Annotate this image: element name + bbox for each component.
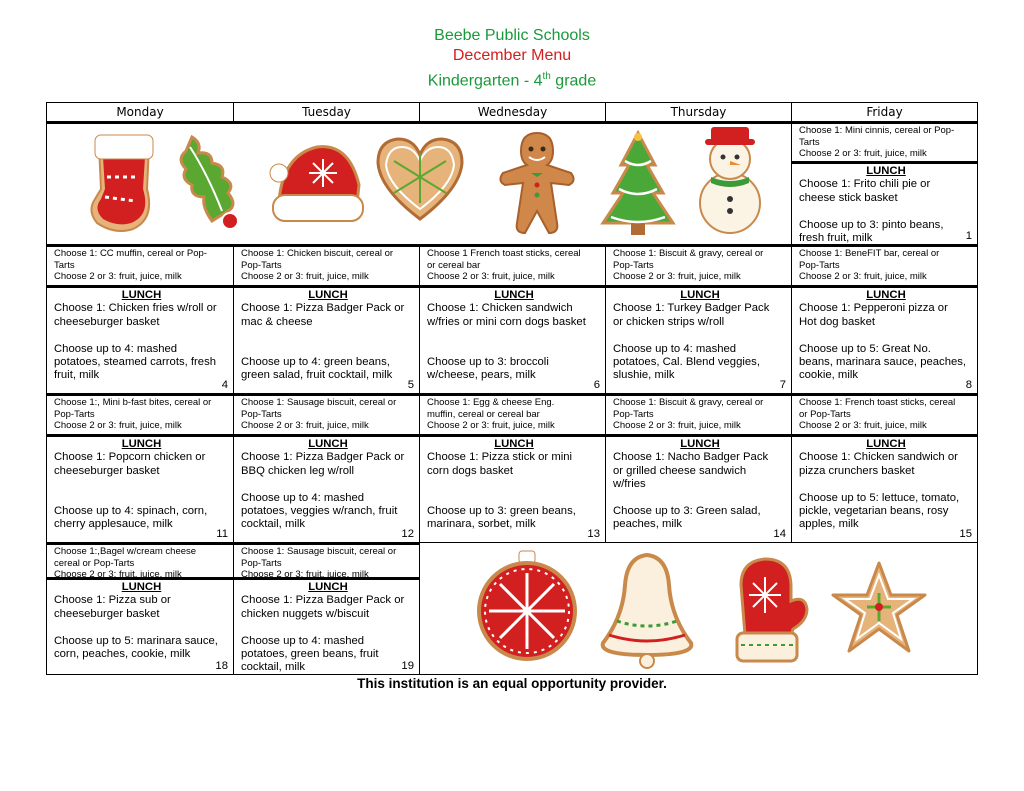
footer-note: This institution is an equal opportunity provider. xyxy=(357,676,667,691)
lunch-heading: LUNCH xyxy=(866,289,906,301)
santa-hat-cookie-icon xyxy=(269,133,365,228)
breakfast-line: Pop-Tarts xyxy=(241,259,282,271)
lunch-heading: LUNCH xyxy=(308,438,348,450)
breakfast-line: Pop-Tarts xyxy=(241,408,282,420)
lunch-line: corn, peaches, cookie, milk xyxy=(54,648,191,661)
heart-cookie-icon xyxy=(374,133,466,223)
lunch-line: or grilled cheese sandwich xyxy=(613,464,747,477)
lunch-line: Choose up to 5: marinara sauce, xyxy=(54,634,218,647)
lunch-line: or chicken strips w/roll xyxy=(613,315,725,328)
breakfast-line: Choose 2 or 3: fruit, juice, milk xyxy=(799,271,927,282)
lunch-line: Choose up to 4: spinach, corn, xyxy=(54,505,208,517)
breakfast-line: Choose 1: Biscuit & gravy, cereal or xyxy=(613,248,764,259)
breakfast-line: Choose 2 or 3: fruit, juice, milk xyxy=(54,569,182,580)
lunch-spacer xyxy=(799,478,973,491)
breakfast-line: or Pop-Tarts xyxy=(799,408,851,420)
lunch-cell xyxy=(233,434,419,542)
lunch-heading: LUNCH xyxy=(121,289,162,301)
lunch-line: cheeseburger basket xyxy=(54,315,160,328)
lunch-spacer xyxy=(54,478,229,491)
date-number: 4 xyxy=(221,379,228,391)
lunch-line: Choose up to 4: mashed xyxy=(54,342,178,355)
lunch-line: Choose 1: Chicken sandwich xyxy=(427,302,573,315)
lunch-line: Choose up to 3: pinto beans, xyxy=(799,218,944,231)
lunch-spacer xyxy=(427,329,601,342)
stocking-cookie-icon xyxy=(85,127,165,237)
day-header-wednesday: Wednesday xyxy=(419,103,605,121)
breakfast-line: Choose 1: Biscuit & gravy, cereal or xyxy=(613,397,764,408)
lunch-line: cheese stick basket xyxy=(799,191,898,204)
lunch-spacer xyxy=(241,621,415,634)
lunch-line: marinara, sorbet, milk xyxy=(427,518,536,531)
lunch-line: chicken nuggets w/biscuit xyxy=(241,607,370,620)
lunch-line: Choose 1: Frito chili pie or xyxy=(799,178,931,191)
lunch-line: Choose 1: Pizza Badger Pack or xyxy=(241,451,405,464)
christmas-tree-cookie-icon xyxy=(597,131,679,239)
menu-title: December Menu xyxy=(452,47,572,64)
breakfast-line: Choose 2 or 3: fruit, juice, milk xyxy=(799,148,927,159)
date-number: 14 xyxy=(773,528,786,540)
lunch-line: fresh fruit, milk xyxy=(799,232,873,245)
lunch-line: slushie, milk xyxy=(613,369,675,382)
star-cookie-icon xyxy=(827,559,931,659)
lunch-cell xyxy=(233,285,419,393)
lunch-line: Choose up to 4: mashed xyxy=(613,342,737,355)
date-number: 6 xyxy=(593,379,600,391)
breakfast-line: or cereal bar xyxy=(427,259,481,271)
lunch-line: potatoes, Cal. Blend veggies, xyxy=(613,356,760,369)
breakfast-line: Choose 1: French toast sticks, cereal xyxy=(799,397,956,408)
breakfast-line: Choose 1:, Mini b-fast bites, cereal or xyxy=(54,397,212,408)
breakfast-line: Choose 1 French toast sticks, cereal xyxy=(427,248,581,259)
breakfast-cell xyxy=(791,121,977,161)
date-number: 18 xyxy=(215,660,228,672)
holly-leaf-cookie-icon xyxy=(172,131,247,231)
lunch-heading: LUNCH xyxy=(680,438,720,450)
lunch-line: green salad, fruit cocktail, milk xyxy=(241,369,393,382)
day-header-friday: Friday xyxy=(791,103,977,121)
grade-title: Kindergarten - 4th grade xyxy=(427,71,597,90)
breakfast-line: Choose 2 or 3: fruit, juice, milk xyxy=(54,420,182,431)
breakfast-line: Choose 1:,Bagel w/cream cheese xyxy=(54,546,197,557)
breakfast-line: Choose 1: Egg & cheese Eng. xyxy=(427,397,555,408)
lunch-heading: LUNCH xyxy=(308,581,348,593)
breakfast-cell xyxy=(419,244,605,285)
lunch-spacer xyxy=(54,621,229,634)
breakfast-line: Choose 1: CC muffin, cereal or Pop- xyxy=(54,248,207,259)
breakfast-line: Pop-Tarts xyxy=(241,557,282,569)
breakfast-cell xyxy=(791,244,977,285)
breakfast-cell xyxy=(791,393,977,434)
lunch-cell xyxy=(419,434,605,542)
lunch-line: w/fries xyxy=(613,478,646,491)
lunch-line: Choose up to 3: broccoli xyxy=(427,356,549,368)
day-header-monday: Monday xyxy=(116,105,164,119)
lunch-spacer xyxy=(241,478,415,491)
lunch-line: Choose 1: Pizza sub or xyxy=(54,594,171,607)
breakfast-line: Choose 2 or 3: fruit, juice, milk xyxy=(613,271,741,282)
lunch-line: peaches, milk xyxy=(613,518,683,531)
date-number: 5 xyxy=(407,379,414,391)
breakfast-line: Choose 2 or 3: fruit, juice, milk xyxy=(427,420,555,431)
lunch-line: Choose 1: Pepperoni pizza or xyxy=(799,302,948,315)
gingerbread-man-cookie-icon xyxy=(497,129,577,239)
lunch-line: Choose 1: Chicken fries w/roll or xyxy=(54,302,217,315)
lunch-cell xyxy=(47,577,233,674)
date-number: 19 xyxy=(401,660,414,672)
date-number: 1 xyxy=(965,230,972,242)
date-number: 8 xyxy=(965,379,972,391)
breakfast-cell xyxy=(47,393,233,434)
breakfast-line: Choose 2 or 3: fruit, juice, milk xyxy=(799,420,927,431)
lunch-spacer xyxy=(613,329,787,342)
lunch-line: cookie, milk xyxy=(799,369,859,382)
lunch-spacer xyxy=(799,205,973,218)
lunch-line: Choose 1: Nacho Badger Pack xyxy=(613,451,769,464)
breakfast-line: Pop-Tarts xyxy=(54,408,95,420)
lunch-spacer xyxy=(427,343,601,356)
lunch-line: Choose up to 5: Great No. xyxy=(799,342,931,355)
breakfast-line: Pop-Tarts xyxy=(613,408,654,420)
breakfast-line: Pop-Tarts xyxy=(613,259,654,271)
lunch-line: apples, milk xyxy=(799,518,859,531)
breakfast-line: Choose 2 or 3: fruit, juice, milk xyxy=(613,420,741,431)
lunch-heading: LUNCH xyxy=(866,165,906,177)
lunch-line: BBQ chicken leg w/roll xyxy=(241,464,355,477)
breakfast-cell xyxy=(419,393,605,434)
lunch-heading: LUNCH xyxy=(121,438,162,450)
lunch-line: potatoes, green beans, fruit xyxy=(241,648,379,661)
lunch-spacer xyxy=(427,478,601,491)
bell-cookie-icon xyxy=(595,551,699,669)
lunch-line: Choose 1: Turkey Badger Pack xyxy=(613,302,770,315)
breakfast-cell xyxy=(233,393,419,434)
lunch-cell xyxy=(47,285,233,393)
lunch-line: Hot dog basket xyxy=(799,315,875,328)
lunch-line: beans, marinara sauce, peaches, xyxy=(799,356,967,369)
breakfast-line: muffin, cereal or cereal bar xyxy=(427,408,540,420)
date-number: 7 xyxy=(779,379,786,391)
lunch-line: Choose up to 3: Green salad, xyxy=(613,505,761,518)
lunch-spacer xyxy=(241,329,415,342)
breakfast-line: Choose 2 or 3: fruit, juice, milk xyxy=(241,271,369,282)
breakfast-line: Choose 1: Sausage biscuit, cereal or xyxy=(241,397,397,408)
lunch-cell xyxy=(419,285,605,393)
lunch-cell xyxy=(791,434,977,542)
lunch-line: Choose up to 4: mashed xyxy=(241,634,365,647)
breakfast-cell xyxy=(47,244,233,285)
breakfast-line: Choose 1: Sausage biscuit, cereal or xyxy=(241,546,397,557)
lunch-line: corn dogs basket xyxy=(427,464,514,477)
breakfast-cell xyxy=(233,244,419,285)
lunch-line: Choose up to 4: mashed xyxy=(241,491,365,504)
date-number: 13 xyxy=(587,528,600,540)
breakfast-line: Choose 2 or 3: fruit, juice, milk xyxy=(241,420,369,431)
lunch-line: cheeseburger basket xyxy=(54,607,160,620)
breakfast-line: Choose 2 or 3: fruit, juice, milk xyxy=(241,569,369,580)
lunch-spacer xyxy=(54,492,229,505)
lunch-line: Choose up to 3: green beans, xyxy=(427,505,576,517)
lunch-spacer xyxy=(427,492,601,505)
date-number: 11 xyxy=(216,528,228,540)
lunch-line: Choose 1: Pizza stick or mini xyxy=(427,451,573,464)
lunch-spacer xyxy=(54,329,229,342)
lunch-line: Choose 1: Chicken sandwich or xyxy=(799,451,958,464)
breakfast-line: Choose 1: BeneFIT bar, cereal or xyxy=(799,248,940,259)
lunch-heading: LUNCH xyxy=(308,289,348,301)
lunch-line: fruit, milk xyxy=(54,369,100,382)
breakfast-line: Tarts xyxy=(799,136,820,148)
day-header-tuesday: Tuesday xyxy=(233,103,419,121)
breakfast-line: Pop-Tarts xyxy=(799,259,840,271)
mitten-cookie-icon xyxy=(719,555,811,667)
breakfast-line: Choose 1: Chicken biscuit, cereal or xyxy=(241,248,394,259)
lunch-cell xyxy=(605,285,791,393)
school-title: Beebe Public Schools xyxy=(434,27,590,44)
breakfast-line: Choose 1: Mini cinnis, cereal or Pop- xyxy=(799,125,955,136)
lunch-line: Choose up to 5: lettuce, tomato, xyxy=(799,491,960,504)
lunch-line: w/cheese, pears, milk xyxy=(427,369,536,382)
lunch-line: cocktail, milk xyxy=(241,661,306,674)
lunch-line: Choose 1: Pizza Badger Pack or xyxy=(241,302,405,315)
lunch-line: pickle, vegetarian beans, rosy xyxy=(799,505,949,518)
breakfast-line: Choose 2 or 3: fruit, juice, milk xyxy=(54,271,182,282)
lunch-line: w/fries or mini corn dogs basket xyxy=(427,315,586,328)
lunch-spacer xyxy=(241,343,415,356)
breakfast-line: cereal or Pop-Tarts xyxy=(54,557,135,569)
breakfast-line: Tarts xyxy=(54,259,75,271)
lunch-heading: LUNCH xyxy=(494,289,534,301)
breakfast-cell xyxy=(233,542,419,580)
lunch-line: pizza crunchers basket xyxy=(799,464,915,477)
breakfast-cell xyxy=(605,244,791,285)
lunch-line: Choose 1: Pizza Badger Pack or xyxy=(241,594,405,607)
lunch-line: potatoes, veggies w/ranch, fruit xyxy=(241,505,398,518)
lunch-heading: LUNCH xyxy=(494,438,534,450)
lunch-cell xyxy=(233,577,419,674)
lunch-cell xyxy=(791,285,977,393)
lunch-line: cheeseburger basket xyxy=(54,464,160,477)
lunch-heading: LUNCH xyxy=(121,581,162,593)
lunch-line: potatoes, steamed carrots, fresh xyxy=(54,356,217,369)
lunch-heading: LUNCH xyxy=(866,438,906,450)
breakfast-cell xyxy=(605,393,791,434)
lunch-spacer xyxy=(799,329,973,342)
lunch-cell xyxy=(791,161,977,244)
lunch-spacer xyxy=(613,492,787,505)
lunch-cell xyxy=(47,434,233,542)
menu-calendar xyxy=(46,102,978,675)
lunch-line: Choose 1: Popcorn chicken or xyxy=(54,451,206,464)
lunch-line: cherry applesauce, milk xyxy=(54,518,173,531)
breakfast-cell xyxy=(47,542,233,580)
snowman-cookie-icon xyxy=(695,125,765,239)
lunch-line: Choose up to 4: green beans, xyxy=(241,356,390,368)
ornament-cookie-icon xyxy=(475,551,579,661)
lunch-line: cocktail, milk xyxy=(241,518,306,531)
date-number: 12 xyxy=(401,528,414,540)
lunch-heading: LUNCH xyxy=(680,289,720,301)
date-number: 15 xyxy=(959,528,972,540)
day-header-thursday: Thursday xyxy=(605,103,791,121)
lunch-line: mac & cheese xyxy=(241,315,313,328)
breakfast-line: Choose 2 or 3: fruit, juice, milk xyxy=(427,271,555,282)
lunch-cell xyxy=(605,434,791,542)
